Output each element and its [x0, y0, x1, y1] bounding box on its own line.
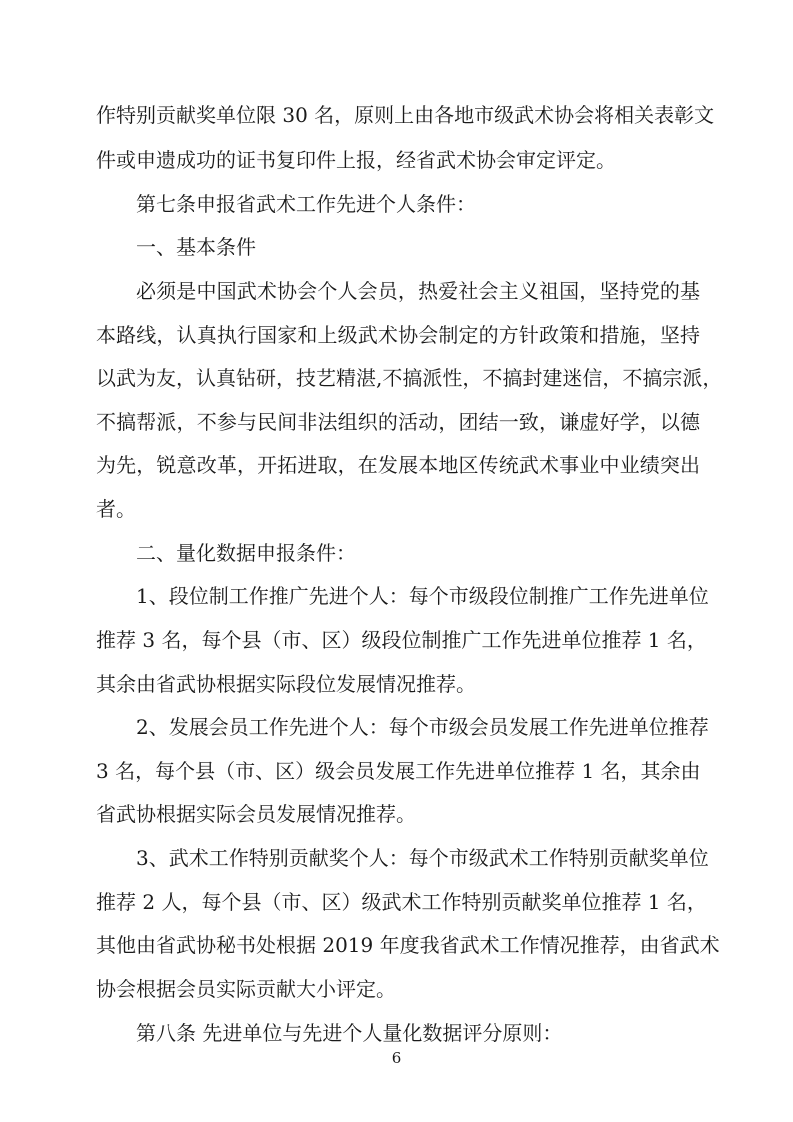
paragraph-line: 以武为友，认真钻研，技艺精湛,不搞派性，不搞封建迷信，不搞宗派，: [96, 366, 723, 390]
subsection-heading: 二、量化数据申报条件：: [136, 541, 356, 565]
paragraph-line: 其他由省武协秘书处根据 2019 年度我省武术工作情况推荐，由省武术: [96, 933, 720, 957]
paragraph-line: 推荐 3 名，每个县（市、区）级段位制推广工作先进单位推荐 1 名，: [96, 628, 707, 652]
paragraph-line: 不搞帮派，不参与民间非法组织的活动，团结一致，谦虚好学，以德: [96, 410, 700, 434]
paragraph-line: 省武协根据实际会员发展情况推荐。: [96, 802, 416, 826]
paragraph-line: 其余由省武协根据实际段位发展情况推荐。: [96, 672, 476, 696]
paragraph-line: 者。: [96, 497, 136, 521]
subsection-heading: 一、基本条件: [136, 235, 256, 259]
section-heading: 第八条 先进单位与先进个人量化数据评分原则：: [136, 1021, 563, 1045]
paragraph-line: 协会根据会员实际贡献大小评定。: [96, 977, 396, 1001]
section-heading: 第七条申报省武术工作先进个人条件：: [136, 192, 476, 216]
paragraph-line: 3、武术工作特别贡献奖个人：每个市级武术工作特别贡献奖单位: [136, 846, 709, 870]
page-number: 6: [391, 1049, 402, 1067]
paragraph-line: 件或申遗成功的证书复印件上报，经省武术协会审定评定。: [96, 148, 616, 172]
paragraph-line: 本路线，认真执行国家和上级武术协会制定的方针政策和措施，坚持: [96, 323, 700, 347]
paragraph-line: 2、发展会员工作先进个人：每个市级会员发展工作先进单位推荐: [136, 715, 709, 739]
paragraph-line: 推荐 2 人，每个县（市、区）级武术工作特别贡献奖单位推荐 1 名，: [96, 890, 707, 914]
paragraph-line: 1、段位制工作推广先进个人：每个市级段位制推广工作先进单位: [136, 584, 709, 608]
paragraph-line: 3 名，每个县（市、区）级会员发展工作先进单位推荐 1 名，其余由: [96, 759, 701, 783]
paragraph-line: 为先，锐意改革，开拓进取，在发展本地区传统武术事业中业绩突出: [96, 453, 700, 477]
paragraph-line: 必须是中国武术协会个人会员，热爱社会主义祖国，坚持党的基: [136, 279, 700, 303]
paragraph-line: 作特别贡献奖单位限 30 名，原则上由各地市级武术协会将相关表彰文: [96, 103, 715, 127]
